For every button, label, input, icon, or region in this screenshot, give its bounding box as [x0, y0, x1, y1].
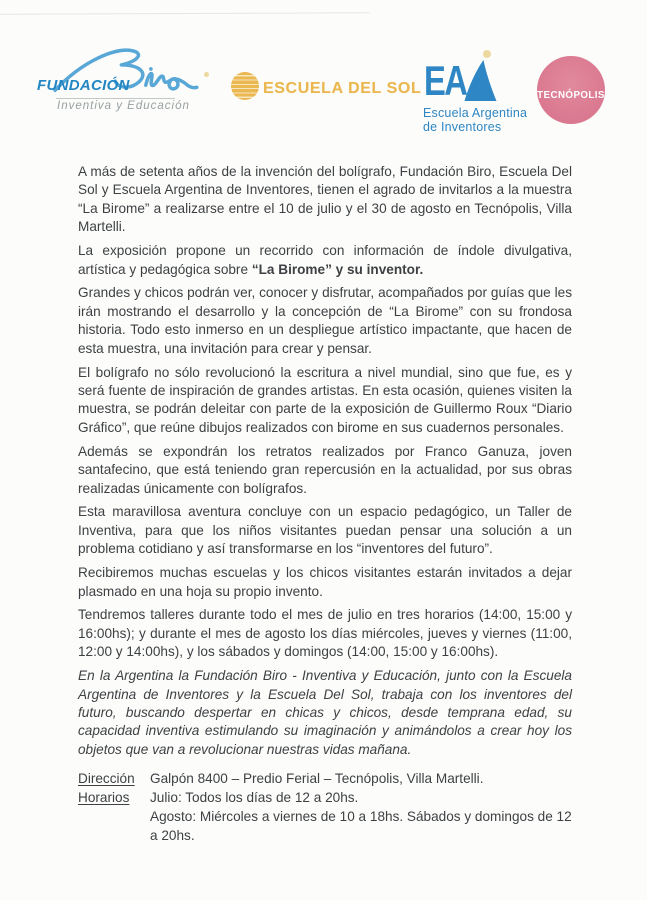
paragraph-text: Recibiremos muchas escuelas y los chicos visitantes estarán invitados a dejar plasmado en una hoja su propio invento.	[78, 565, 572, 599]
fundacion-wordmark: FUNDACIÓN	[37, 77, 130, 94]
horarios-label: Horarios	[78, 790, 130, 805]
sun-icon	[231, 72, 259, 100]
tecnopolis-wordmark: TECNÓPOLIS	[537, 89, 605, 101]
paragraph-text: Grandes y chicos podrán ver, conocer y disfrutar, acompañados por guías que les irán mostrando el desarrollo y la concepción de “La Birome” con su frondosa historia. Todo esto inmerso en un despliegue artístico impactante, que hacen de esta muestra, una invitación para crear y pensar.	[78, 285, 572, 356]
paragraph-text: La exposición propone un recorrido con información de índole divulgativa, artística y pedagógica sobre	[78, 243, 572, 277]
eai-dot-icon	[483, 50, 491, 58]
letter-paragraph	[78, 606, 572, 661]
direccion-row	[78, 769, 578, 788]
pen-sail-icon	[462, 57, 499, 103]
letter-paragraph	[78, 564, 572, 601]
letter-body	[78, 163, 572, 765]
horarios-agosto: Agosto: Miércoles a viernes de 10 a 18hs. Sábados y domingos de 12 a 20hs.	[150, 809, 572, 843]
paragraph-text: Esta maravillosa aventura concluye con un espacio pedagógico, un Taller de Inventiva, para que los niños visitantes puedan pensar una solución a un problema cotidiano y así transformarse en los “inventores del futuro”.	[78, 504, 572, 557]
letter-paragraph	[78, 443, 572, 498]
horarios-values	[150, 788, 578, 845]
horarios-julio: Julio: Todos los días de 12 a 20hs.	[150, 790, 359, 805]
fundacion-tagline: Inventiva y Educación	[57, 100, 190, 112]
paragraph-text: El bolígrafo no sólo revolucionó la escritura a nivel mundial, sino que fue, es y será fuente de inspiración de grandes artistas. En esta ocasión, quienes visiten la muestra, se podrán deleitar con parte de la exposición de Guillermo Roux “Diario Gráfico”, que reúne dibujos realizados con birome en sus cuadernos personales.	[78, 364, 572, 435]
letter-paragraph	[78, 667, 572, 759]
eai-name-line1: Escuela Argentina	[423, 106, 528, 120]
registered-dot-icon	[204, 72, 209, 77]
paragraph-bold-text: “La Birome” y su inventor.	[251, 261, 424, 277]
letter-paragraph	[78, 163, 572, 237]
direccion-label: Dirección	[78, 771, 135, 786]
escuela-del-sol-wordmark: ESCUELA DEL SOL	[263, 80, 422, 97]
paragraph-text: En la Argentina la Fundación Biro - Inventiva y Educación, junto con la Escuela Argentina de Inventores y la Escuela Del Sol, trabaja con los inventores del futuro, buscando despertar en chicas y chicos, desde temprana edad, su capacidad inventiva estimulando su imaginación y animándolos a crear hoy los objetos que van a revolucionar nuestras vidas mañana.	[78, 668, 572, 757]
letter-paragraph	[78, 503, 572, 558]
letter-paragraph	[78, 364, 572, 438]
letter-paragraph	[78, 284, 572, 358]
eai-acronym: EA	[424, 57, 467, 104]
tagline-divider	[56, 98, 175, 99]
tecnopolis-logo	[537, 56, 605, 124]
paragraph-text: Además se expondrán los retratos realizados por Franco Ganuza, joven santafecino, que está teniendo gran repercusión en la actualidad, por sus obras realizadas únicamente con bolígrafos.	[78, 443, 572, 496]
logo-header	[0, 0, 647, 150]
paragraph-text: A más de setenta años de la invención del bolígrafo, Fundación Biro, Escuela Del Sol y Escuela Argentina de Inventores, tienen el agrado de invitarlos a la muestra “La Birome” a realizarse entre el 10 de julio y el 30 de agosto en Tecnópolis, Villa Martelli.	[78, 164, 572, 235]
letter-paragraph	[78, 242, 572, 279]
direccion-value: Galpón 8400 – Predio Ferial – Tecnópolis, Villa Martelli.	[150, 771, 484, 786]
horarios-row	[78, 788, 578, 845]
info-footer	[78, 769, 578, 845]
eai-name-line2: de Inventores	[423, 120, 502, 134]
paragraph-text: Tendremos talleres durante todo el mes de julio en tres horarios (14:00, 15:00 y 16:00hs); y durante el mes de agosto los días miércoles, jueves y viernes (11:00, 12:00 y 14:00hs), y los sábados y domingos (14:00, 15:00 y 16:00hs).	[78, 607, 572, 660]
